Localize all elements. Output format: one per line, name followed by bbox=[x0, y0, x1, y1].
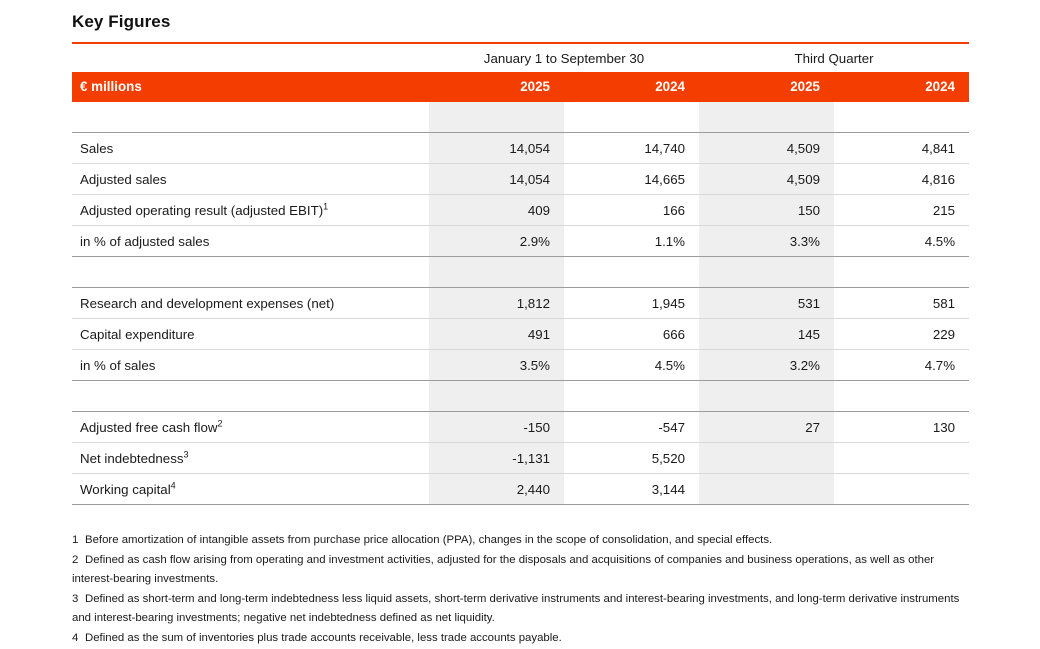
spacer-cell-shaded bbox=[699, 381, 834, 412]
row-value: 14,054 bbox=[429, 164, 564, 195]
row-value: 1,812 bbox=[429, 288, 564, 319]
row-value: 4.5% bbox=[834, 226, 969, 257]
row-value: 3.5% bbox=[429, 350, 564, 381]
row-value: 409 bbox=[429, 195, 564, 226]
key-figures-table bbox=[72, 44, 969, 505]
row-value: 14,054 bbox=[429, 133, 564, 164]
row-value: 1,945 bbox=[564, 288, 699, 319]
row-value bbox=[834, 474, 969, 505]
spacer-cell bbox=[564, 102, 699, 133]
table-row bbox=[72, 412, 969, 443]
spacer-cell bbox=[834, 381, 969, 412]
row-value: 666 bbox=[564, 319, 699, 350]
footnote-number: 3 bbox=[72, 592, 79, 605]
row-label: Adjusted sales bbox=[72, 164, 429, 195]
row-label bbox=[72, 443, 429, 474]
row-value: -150 bbox=[429, 412, 564, 443]
row-label bbox=[72, 412, 429, 443]
spacer-cell-shaded bbox=[699, 102, 834, 133]
row-label bbox=[72, 474, 429, 505]
row-label: Sales bbox=[72, 133, 429, 164]
footnote-number: 2 bbox=[72, 553, 79, 566]
footnote-item bbox=[72, 551, 969, 590]
row-label-text: Net indebtedness bbox=[80, 450, 184, 466]
row-value: 130 bbox=[834, 412, 969, 443]
row-label-text: Working capital bbox=[80, 481, 171, 497]
row-value: 2,440 bbox=[429, 474, 564, 505]
period-header-ytd: January 1 to September 30 bbox=[483, 51, 645, 66]
row-footnote-marker: 2 bbox=[217, 418, 223, 429]
column-header-ytd-2025: 2025 bbox=[429, 72, 564, 102]
unit-label: € millions bbox=[72, 72, 429, 102]
row-value: 215 bbox=[834, 195, 969, 226]
row-value: 581 bbox=[834, 288, 969, 319]
row-value: -547 bbox=[564, 412, 699, 443]
footnote-item bbox=[72, 590, 969, 629]
row-value: 1.1% bbox=[564, 226, 699, 257]
spacer-cell bbox=[72, 381, 429, 412]
period-header-row bbox=[72, 44, 969, 72]
column-header-q3-2025: 2025 bbox=[699, 72, 834, 102]
footnote-item bbox=[72, 629, 969, 649]
table-row bbox=[72, 443, 969, 474]
row-footnote-marker: 4 bbox=[170, 480, 176, 491]
footnote-text: Before amortization of intangible assets from purchase price allocation (PPA), changes in the scope of consolidation, and special effects. bbox=[85, 534, 773, 546]
period-header-quarter: Third Quarter bbox=[794, 51, 874, 66]
period-header-spacer bbox=[72, 44, 429, 72]
row-value: 531 bbox=[699, 288, 834, 319]
row-footnote-marker: 1 bbox=[323, 201, 329, 212]
table-row bbox=[72, 319, 969, 350]
row-label-text: Adjusted operating result (adjusted EBIT) bbox=[80, 202, 324, 218]
row-value: 27 bbox=[699, 412, 834, 443]
row-value: 14,665 bbox=[564, 164, 699, 195]
footnote-text: Defined as cash flow arising from operating and investment activities, adjusted for the disposals and acquisitions of companies and business operations, as well as other interest-bearing investments. bbox=[72, 553, 935, 586]
spacer-cell-shaded bbox=[429, 257, 564, 288]
row-value: 145 bbox=[699, 319, 834, 350]
column-header-q3-2024: 2024 bbox=[834, 72, 969, 102]
row-value bbox=[834, 443, 969, 474]
row-value: 4,509 bbox=[699, 164, 834, 195]
table-row bbox=[72, 195, 969, 226]
row-value: -1,131 bbox=[429, 443, 564, 474]
spacer-cell bbox=[72, 257, 429, 288]
row-footnote-marker: 3 bbox=[183, 449, 189, 460]
row-label-text: Adjusted free cash flow bbox=[80, 419, 218, 435]
footnote-number: 1 bbox=[72, 534, 79, 546]
spacer-cell bbox=[564, 381, 699, 412]
spacer-cell bbox=[564, 257, 699, 288]
row-value: 3.3% bbox=[699, 226, 834, 257]
table-row bbox=[72, 226, 969, 257]
spacer-cell-shaded bbox=[699, 257, 834, 288]
column-header-row bbox=[72, 72, 969, 102]
table-row bbox=[72, 350, 969, 381]
row-value: 3,144 bbox=[564, 474, 699, 505]
spacer-cell bbox=[72, 102, 429, 133]
row-label: Capital expenditure bbox=[72, 319, 429, 350]
row-value: 166 bbox=[564, 195, 699, 226]
row-value: 150 bbox=[699, 195, 834, 226]
spacer-row-middle bbox=[72, 257, 969, 288]
spacer-row-top bbox=[72, 102, 969, 133]
row-label bbox=[72, 195, 429, 226]
spacer-cell-shaded bbox=[429, 381, 564, 412]
row-value: 4,841 bbox=[834, 133, 969, 164]
footnote-text: Defined as the sum of inventories plus trade accounts receivable, less trade accounts payable. bbox=[85, 632, 562, 645]
page-title: Key Figures bbox=[72, 12, 171, 31]
row-value: 4.7% bbox=[834, 350, 969, 381]
row-value: 4,509 bbox=[699, 133, 834, 164]
row-label: in % of adjusted sales bbox=[72, 226, 429, 257]
row-value bbox=[699, 474, 834, 505]
footnotes bbox=[72, 531, 969, 649]
row-value: 229 bbox=[834, 319, 969, 350]
footnote-text: Defined as short-term and long-term indebtedness less liquid assets, short-term derivative instruments and interest-bearing investments, and long-term derivative instruments and interest-bearing investments; negative net indebtedness defined as net liquidity. bbox=[72, 592, 960, 625]
row-value: 14,740 bbox=[564, 133, 699, 164]
spacer-row-bottom bbox=[72, 381, 969, 412]
spacer-cell-shaded bbox=[429, 102, 564, 133]
table-row bbox=[72, 474, 969, 505]
spacer-cell bbox=[834, 257, 969, 288]
table-row bbox=[72, 288, 969, 319]
row-value: 5,520 bbox=[564, 443, 699, 474]
row-value: 3.2% bbox=[699, 350, 834, 381]
table-row bbox=[72, 164, 969, 195]
row-value bbox=[699, 443, 834, 474]
table-row bbox=[72, 133, 969, 164]
row-value: 4.5% bbox=[564, 350, 699, 381]
row-value: 2.9% bbox=[429, 226, 564, 257]
row-value: 491 bbox=[429, 319, 564, 350]
row-value: 4,816 bbox=[834, 164, 969, 195]
row-label: Research and development expenses (net) bbox=[72, 288, 429, 319]
column-header-ytd-2024: 2024 bbox=[564, 72, 699, 102]
spacer-cell bbox=[834, 102, 969, 133]
footnote-number: 4 bbox=[72, 632, 79, 645]
row-label: in % of sales bbox=[72, 350, 429, 381]
footnote-item bbox=[72, 531, 969, 551]
